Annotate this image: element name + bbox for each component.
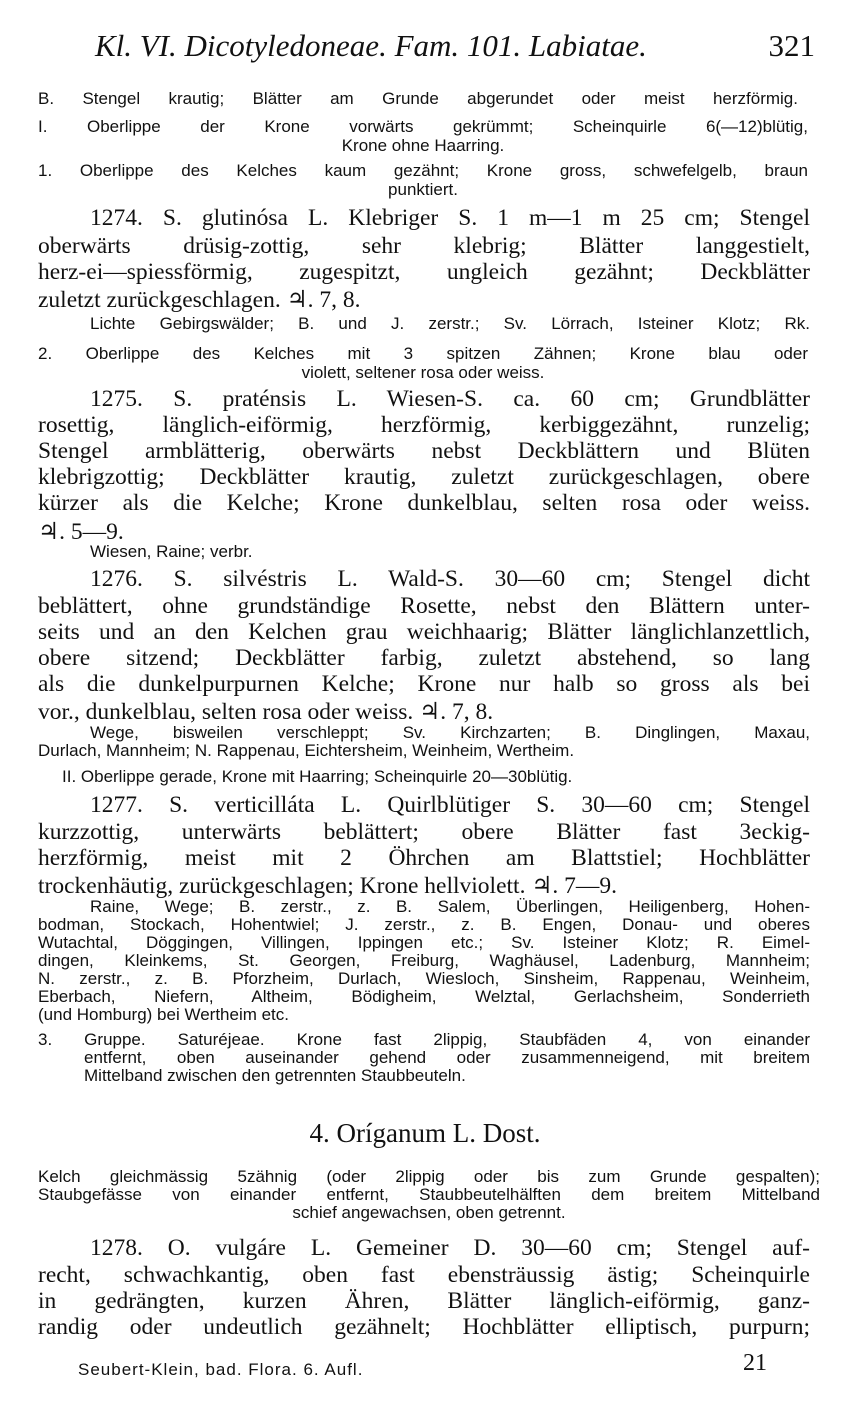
text-line: herzförmig, meist mit 2 Öhrchen am Blattstiel; Hochblätter bbox=[38, 845, 810, 871]
header-title: Kl. VI. Dicotyledoneae. Fam. 101. Labiatae. bbox=[95, 28, 647, 63]
genus-heading: 4. Oríganum L. Dost. bbox=[309, 1118, 541, 1148]
text-line: bodman, Stockach, Hohentwiel; J. zerstr., z. B. Engen, Donau- und oberes bbox=[38, 915, 810, 934]
text-line: schief angewachsen, oben getrennt. bbox=[292, 1203, 566, 1222]
text-line: B. Stengel krautig; Blätter am Grunde abgerundet oder meist herzförmig. bbox=[38, 89, 798, 108]
text-line: oberwärts drüsig-zottig, sehr klebrig; Blätter langgestielt, bbox=[38, 233, 810, 259]
text-line: kürzer als die Kelche; Krone dunkelblau, selten rosa oder weiss. bbox=[38, 490, 810, 516]
text-line: Kelch gleichmässig 5zähnig (oder 2lippig oder bis zum Grunde gespalten); bbox=[38, 1167, 820, 1186]
text-line: beblättert, ohne grundständige Rosette, nebst den Blättern unter- bbox=[38, 593, 810, 619]
text-line: in gedrängten, kurzen Ähren, Blätter länglich-eiförmig, ganz- bbox=[38, 1288, 810, 1314]
text-line: Eberbach, Niefern, Altheim, Bödigheim, Welztal, Gerlachsheim, Sonderrieth bbox=[38, 987, 810, 1006]
text-line: 3. Gruppe. Saturéjeae. Krone fast 2lippig, Staubfäden 4, von einander bbox=[38, 1030, 810, 1049]
text-line: recht, schwachkantig, oben fast ebensträussig ästig; Scheinquirle bbox=[38, 1262, 810, 1288]
text-line: als die dunkelpurpurnen Kelche; Krone nur halb so gross als bei bbox=[38, 671, 810, 697]
text-line: (und Homburg) bei Wertheim etc. bbox=[38, 1005, 290, 1024]
running-header bbox=[95, 28, 815, 64]
text-line: klebrigzottig; Deckblätter krautig, zuletzt zurückgeschlagen, obere bbox=[38, 464, 810, 490]
text-line: zuletzt zurückgeschlagen. ♃. 7, 8. bbox=[38, 287, 361, 313]
text-line: Mittelband zwischen den getrennten Staubbeuteln. bbox=[84, 1066, 466, 1085]
text-line: 1276. S. silvéstris L. Wald-S. 30—60 cm; Stengel dicht bbox=[90, 566, 810, 592]
text-line: Wiesen, Raine; verbr. bbox=[90, 542, 253, 561]
text-line: II. Oberlippe gerade, Krone mit Haarring; Scheinquirle 20—30blütig. bbox=[62, 767, 573, 786]
text-line: 1277. S. verticilláta L. Quirlblütiger S. 30—60 cm; Stengel bbox=[90, 792, 810, 818]
text-line: herz-ei—spiessförmig, zugespitzt, ungleich gezähnt; Deckblätter bbox=[38, 259, 810, 285]
text-line: violett, seltener rosa oder weiss. bbox=[301, 363, 545, 382]
text-line: Raine, Wege; B. zerstr., z. B. Salem, Überlingen, Heiligenberg, Hohen- bbox=[90, 897, 810, 916]
text-line: I. Oberlippe der Krone vorwärts gekrümmt; Scheinquirle 6(—12)blütig, bbox=[38, 117, 808, 136]
footer-sheet-number: 21 bbox=[743, 1350, 767, 1376]
text-line: Durlach, Mannheim; N. Rappenau, Eichtersheim, Weinheim, Wertheim. bbox=[38, 741, 575, 760]
text-line: vor., dunkelblau, selten rosa oder weiss. ♃. 7, 8. bbox=[38, 699, 494, 725]
text-line: 1278. O. vulgáre L. Gemeiner D. 30—60 cm; Stengel auf- bbox=[90, 1235, 810, 1261]
text-line: Wege, bisweilen verschleppt; Sv. Kirchzarten; B. Dinglingen, Maxau, bbox=[90, 723, 810, 742]
text-line: 2. Oberlippe des Kelches mit 3 spitzen Zähnen; Krone blau oder bbox=[38, 344, 808, 363]
text-line: punktiert. bbox=[388, 180, 458, 199]
text-line: Wutachtal, Döggingen, Villingen, Ippingen etc.; Sv. Isteiner Klotz; R. Eimel- bbox=[38, 933, 810, 952]
text-line: 1274. S. glutinósa L. Klebriger S. 1 m—1 m 25 cm; Stengel bbox=[90, 205, 810, 231]
text-line: Stengel armblätterig, oberwärts nebst Deckblättern und Blüten bbox=[38, 438, 810, 464]
text-line: kurzzottig, unterwärts beblättert; obere Blätter fast 3eckig- bbox=[38, 819, 810, 845]
text-line: obere sitzend; Deckblätter farbig, zuletzt abstehend, so lang bbox=[38, 645, 810, 671]
footer-source: Seubert-Klein, bad. Flora. 6. Aufl. bbox=[78, 1360, 364, 1379]
text-line: trockenhäutig, zurückgeschlagen; Krone hellviolett. ♃. 7—9. bbox=[38, 873, 618, 899]
text-line: 1. Oberlippe des Kelches kaum gezähnt; Krone gross, schwefelgelb, braun bbox=[38, 161, 808, 180]
text-line: seits und an den Kelchen grau weichhaarig; Blätter länglichlanzettlich, bbox=[38, 619, 810, 645]
text-line: Staubgefässe von einander entfernt, Staubbeutelhälften dem breitem Mittelband bbox=[38, 1185, 820, 1204]
text-line: entfernt, oben auseinander gehend oder zusammenneigend, mit breitem bbox=[84, 1048, 810, 1067]
text-line: Krone ohne Haarring. bbox=[341, 136, 505, 155]
text-line: N. zerstr., z. B. Pforzheim, Durlach, Wiesloch, Sinsheim, Rappenau, Weinheim, bbox=[38, 969, 810, 988]
text-line: Lichte Gebirgswälder; B. und J. zerstr.; Sv. Lörrach, Isteiner Klotz; Rk. bbox=[90, 314, 810, 333]
text-line: ♃. 5—9. bbox=[38, 519, 124, 545]
text-line: randig oder undeutlich gezähnelt; Hochblätter elliptisch, purpurn; bbox=[38, 1314, 810, 1340]
text-line: 1275. S. praténsis L. Wiesen-S. ca. 60 cm; Grundblätter bbox=[90, 386, 810, 412]
page-number: 321 bbox=[768, 28, 815, 63]
text-line: rosettig, länglich-eiförmig, herzförmig, kerbiggezähnt, runzelig; bbox=[38, 412, 810, 438]
text-line: dingen, Kleinkems, St. Georgen, Freiburg, Waghäusel, Ladenburg, Mannheim; bbox=[38, 951, 810, 970]
